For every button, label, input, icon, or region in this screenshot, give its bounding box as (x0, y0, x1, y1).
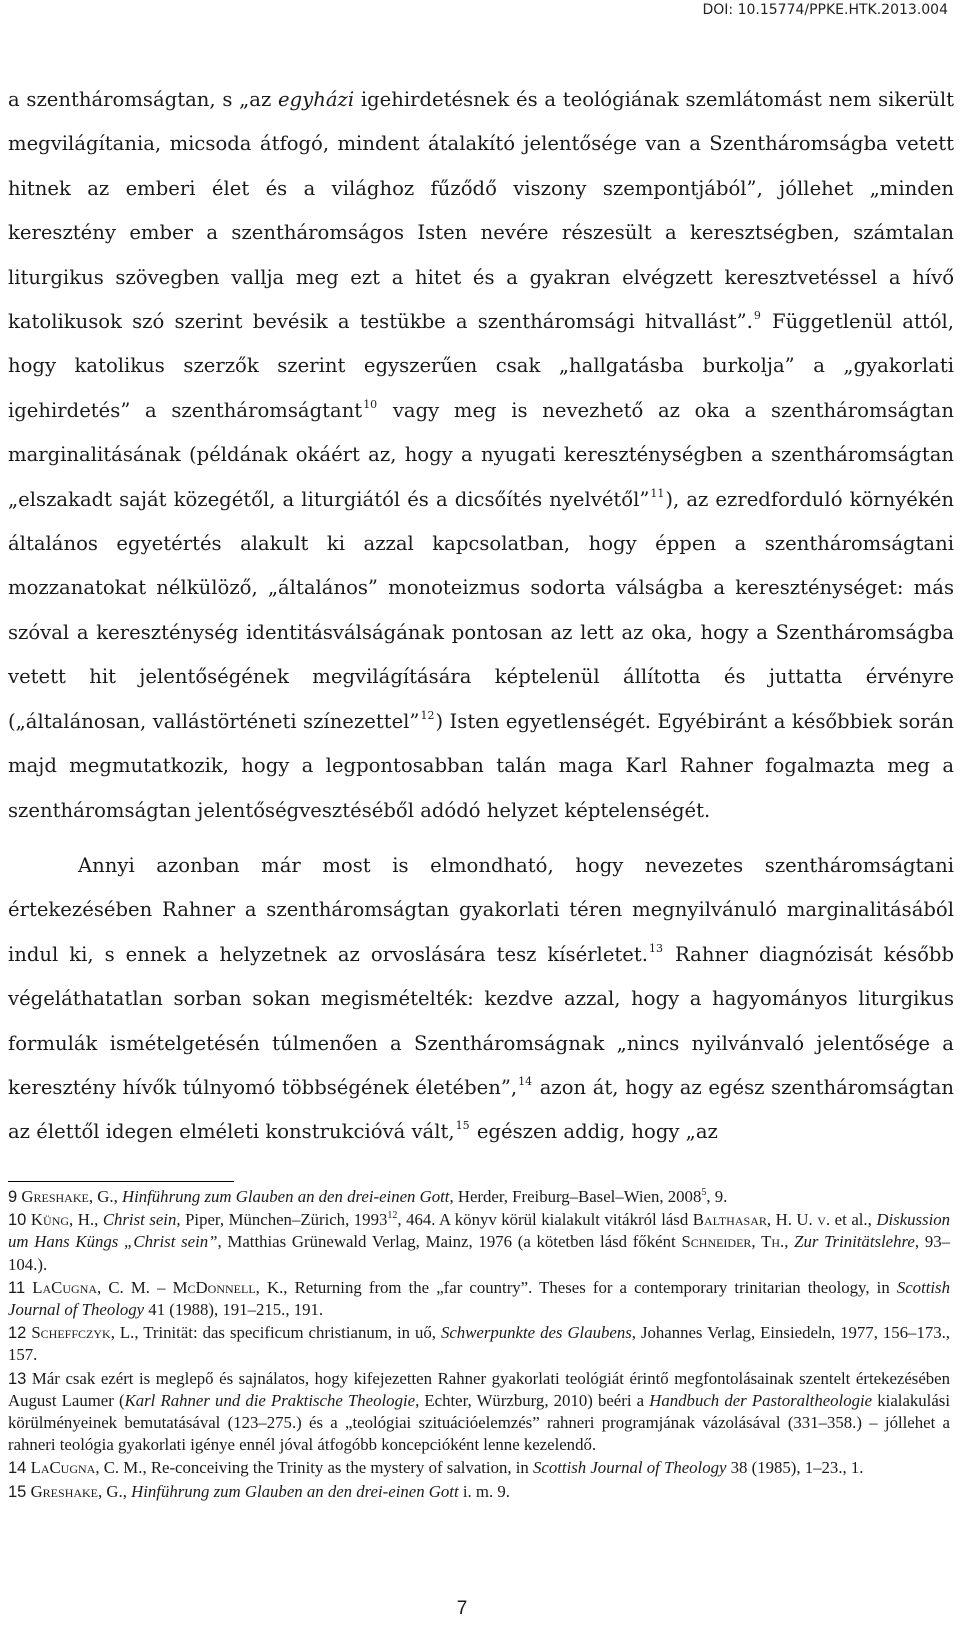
journal-title: Scottish Journal of Theology (8, 1277, 950, 1320)
author: Küng, H. (30, 1210, 95, 1230)
author: Greshake, G. (21, 1187, 114, 1206)
text-run: Függetlenül attól, hogy katolikus szerzők szerint egyszerűen csak „hallgatásba burkolja” a „gyakorlati igehirdetés” a szentháromságtant (8, 310, 954, 422)
footnote-ref-13[interactable]: 13 (649, 941, 663, 955)
book-title: Hinführung zum Glauben an den drei-einen Gott (121, 1187, 450, 1206)
page-number: 7 (456, 1598, 468, 1619)
doi-header: DOI: 10.15774/PPKE.HTK.2013.004 (702, 2, 948, 18)
text-run: et al., (830, 1210, 877, 1230)
author: Balthasar, H. U. v. (692, 1210, 831, 1230)
book-title: Christ sein (102, 1210, 177, 1230)
book-title: Zur Trinitätslehre (794, 1232, 915, 1252)
footnote-ref-14[interactable]: 14 (518, 1074, 533, 1088)
edition-sup: 5 (701, 1187, 707, 1198)
text-run: , Piper, München–Zürich, 1993 (176, 1210, 388, 1230)
text-run: , Re-conceiving the Trinity as the mystery of salvation, in (142, 1458, 534, 1478)
text-run: kialakulási körülményeinek bemutatásával (123–275.) és a „teológiai szituációelemzés” rahneri programjának vázolásával (331–358.) – jóllehet a rahneri teológia gyakorlati igénye ennél jóval átfogóbb koncepcióként lenne kezelendő. (8, 1390, 950, 1455)
footnote-10 (8, 1209, 950, 1276)
text-run: , 9. (706, 1187, 728, 1206)
text-run: vagy meg is nevezhető az oka a szentháromságtan marginalitásának (példának okáért az, hogy a nyugati kereszténységben a szentháromságtan „elszakadt saját közegétől, a liturgiától és a dicsőítés nyelvétől” (8, 398, 954, 511)
text-run: igehirdetésnek és a teológiának szemlátomást nem sikerült megvilágítania, micsoda átfogó, mindent átalakító jelentősége van a Szentháromságba vetett hitnek az emberi élet és a világhoz fűződő viszony szempontjából”, jóllehet „minden keresztény ember a szentháromságos Isten nevére részesült a keresztségben, számtalan liturgikus szövegben vallja meg ezt a hitet és a gyakran elvégzett keresztvetéssel a hívő katolikusok szó szerint bevésik a testükbe a szentháromsági hitvallást”. (8, 88, 955, 334)
footnote-number: 15 (8, 1482, 27, 1501)
footnote-11 (8, 1277, 950, 1321)
text-run: 38 (1985), 1–23., 1. (726, 1458, 864, 1478)
book-title: Karl Rahner und die Praktische Theologie (124, 1390, 416, 1410)
text-run-italic: egyházi (278, 88, 355, 111)
footnote-ref-15[interactable]: 15 (455, 1119, 470, 1133)
author: Schneider, Th. (681, 1232, 785, 1252)
author: LaCugna, C. M. (32, 1277, 150, 1297)
paragraph-1 (8, 78, 954, 833)
footnote-ref-9[interactable]: 9 (753, 309, 761, 323)
text-run: , (122, 1481, 132, 1501)
author: LaCugna, C. M. (30, 1458, 143, 1478)
footnote-14 (8, 1457, 950, 1479)
author: Scheffczyk, L. (31, 1323, 135, 1343)
book-title: Handbuch der Pastoraltheologie (649, 1390, 873, 1410)
footnote-number: 9 (8, 1188, 18, 1206)
text-run: egészen addig, hogy „az (470, 1120, 718, 1144)
journal-title: Scottish Journal of Theology (533, 1458, 727, 1478)
author: Greshake, G. (30, 1481, 123, 1501)
text-run: , (784, 1232, 795, 1252)
text-run: , Matthias Grünewald Verlag, Mainz, 1976 (a kötetben lásd főként (217, 1232, 682, 1252)
footnote-ref-12[interactable]: 12 (420, 708, 435, 722)
text-run: , Johannes Verlag, Einsiedeln, 1977, 156–173., 157. (8, 1323, 951, 1365)
footnotes (8, 1186, 950, 1504)
book-title: Hinführung zum Glauben an den drei-einen Gott (131, 1481, 459, 1501)
footnote-13 (8, 1368, 950, 1457)
main-text (8, 78, 954, 1155)
book-title: Schwerpunkte des Glaubens (440, 1323, 632, 1343)
text-run: Már csak ezért is meglepő és sajnálatos, hogy kifejezetten Rahner gyakorlati teológiát érintő megfontolásainak szentelt értekezésében August Laumer ( (8, 1368, 950, 1410)
text-run: 41 (1988), 191–215., 191. (144, 1300, 324, 1320)
footnote-ref-10[interactable]: 10 (363, 397, 378, 411)
footnote-number: 13 (8, 1369, 27, 1388)
footnote-number: 10 (8, 1211, 27, 1230)
author: McDonnell, K. (172, 1277, 284, 1297)
footnote-ref-11[interactable]: 11 (650, 486, 665, 500)
text-run: , Herder, Freiburg–Basel–Wien, 2008 (449, 1187, 702, 1206)
text-run: , (113, 1187, 122, 1206)
footnote-number: 11 (8, 1278, 26, 1297)
text-run: ), az ezredforduló környékén általános egyetértés alakult ki azzal kapcsolatban, hogy éppen a szentháromságtani mozzanatokat nélkülöző, „általános” monoteizmus sodorta válságba a kereszténységet: más szóval a kereszténység identitásválságának pontosan az lett az oka, hogy a Szentháromságba vetett hit jelentőségének megvilágítására képtelenül állította és juttatta érvényre („általánosan, vallástörténeti színezettel” (8, 487, 954, 733)
footnote-number: 12 (8, 1324, 27, 1343)
text-run: ) Isten egyetlenségét. Egyébiránt a későbbiek során majd megmutatkozik, hogy a legpontosabban talán maga Karl Rahner fogalmazta meg a szentháromságtan jelentőségvesztéséből adódó helyzet képtelenségét. (8, 709, 954, 822)
text-run: , 464. A könyv körül kialakult vitákról lásd (397, 1210, 693, 1230)
paragraph-2 (8, 844, 954, 1155)
text-run: , Trinität: das specificum christianum, in uő, (134, 1323, 441, 1343)
footnote-12 (8, 1322, 950, 1366)
footnote-separator (8, 1181, 234, 1182)
text-run: , (94, 1210, 103, 1230)
text-run: – (149, 1277, 173, 1297)
text-run: azon át, hogy az egész szentháromságtan az élettől idegen elméleti konstrukcióvá vált, (8, 1075, 954, 1144)
edition-sup: 12 (387, 1210, 398, 1222)
text-run: Annyi azonban már most is elmondható, hogy nevezetes szentháromságtani értekezésében Rahner a szentháromságtan gyakorlati téren megnyilvánuló marginalitásából indul ki, s ennek a helyzetnek az orvoslására tesz kísérletet. (8, 853, 954, 966)
text-run: , 93–104.). (8, 1232, 950, 1274)
footnote-9 (8, 1186, 950, 1208)
text-run: , Returning from the „far country”. Theses for a contemporary trinitarian theology, in (283, 1277, 897, 1297)
footnote-15 (8, 1481, 950, 1503)
text-run: i. m. 9. (458, 1481, 510, 1501)
text-run: a szentháromságtan, s „az (8, 88, 278, 111)
book-title: Diskussion um Hans Küngs „Christ sein” (8, 1210, 951, 1252)
text-run: Rahner diagnózisát később végeláthatatlan sorban sokan megismételték: kezdve azzal, hogy a hagyományos liturgikus formulák ismételgetésén túlmenően a Szentháromságnak „nincs nyilvánvaló jelentősége a keresztény hívők túlnyomó többségének életében”, (8, 942, 955, 1099)
text-run: , Echter, Würzburg, 2010) beéri a (415, 1390, 650, 1410)
footnote-number: 14 (8, 1459, 27, 1478)
